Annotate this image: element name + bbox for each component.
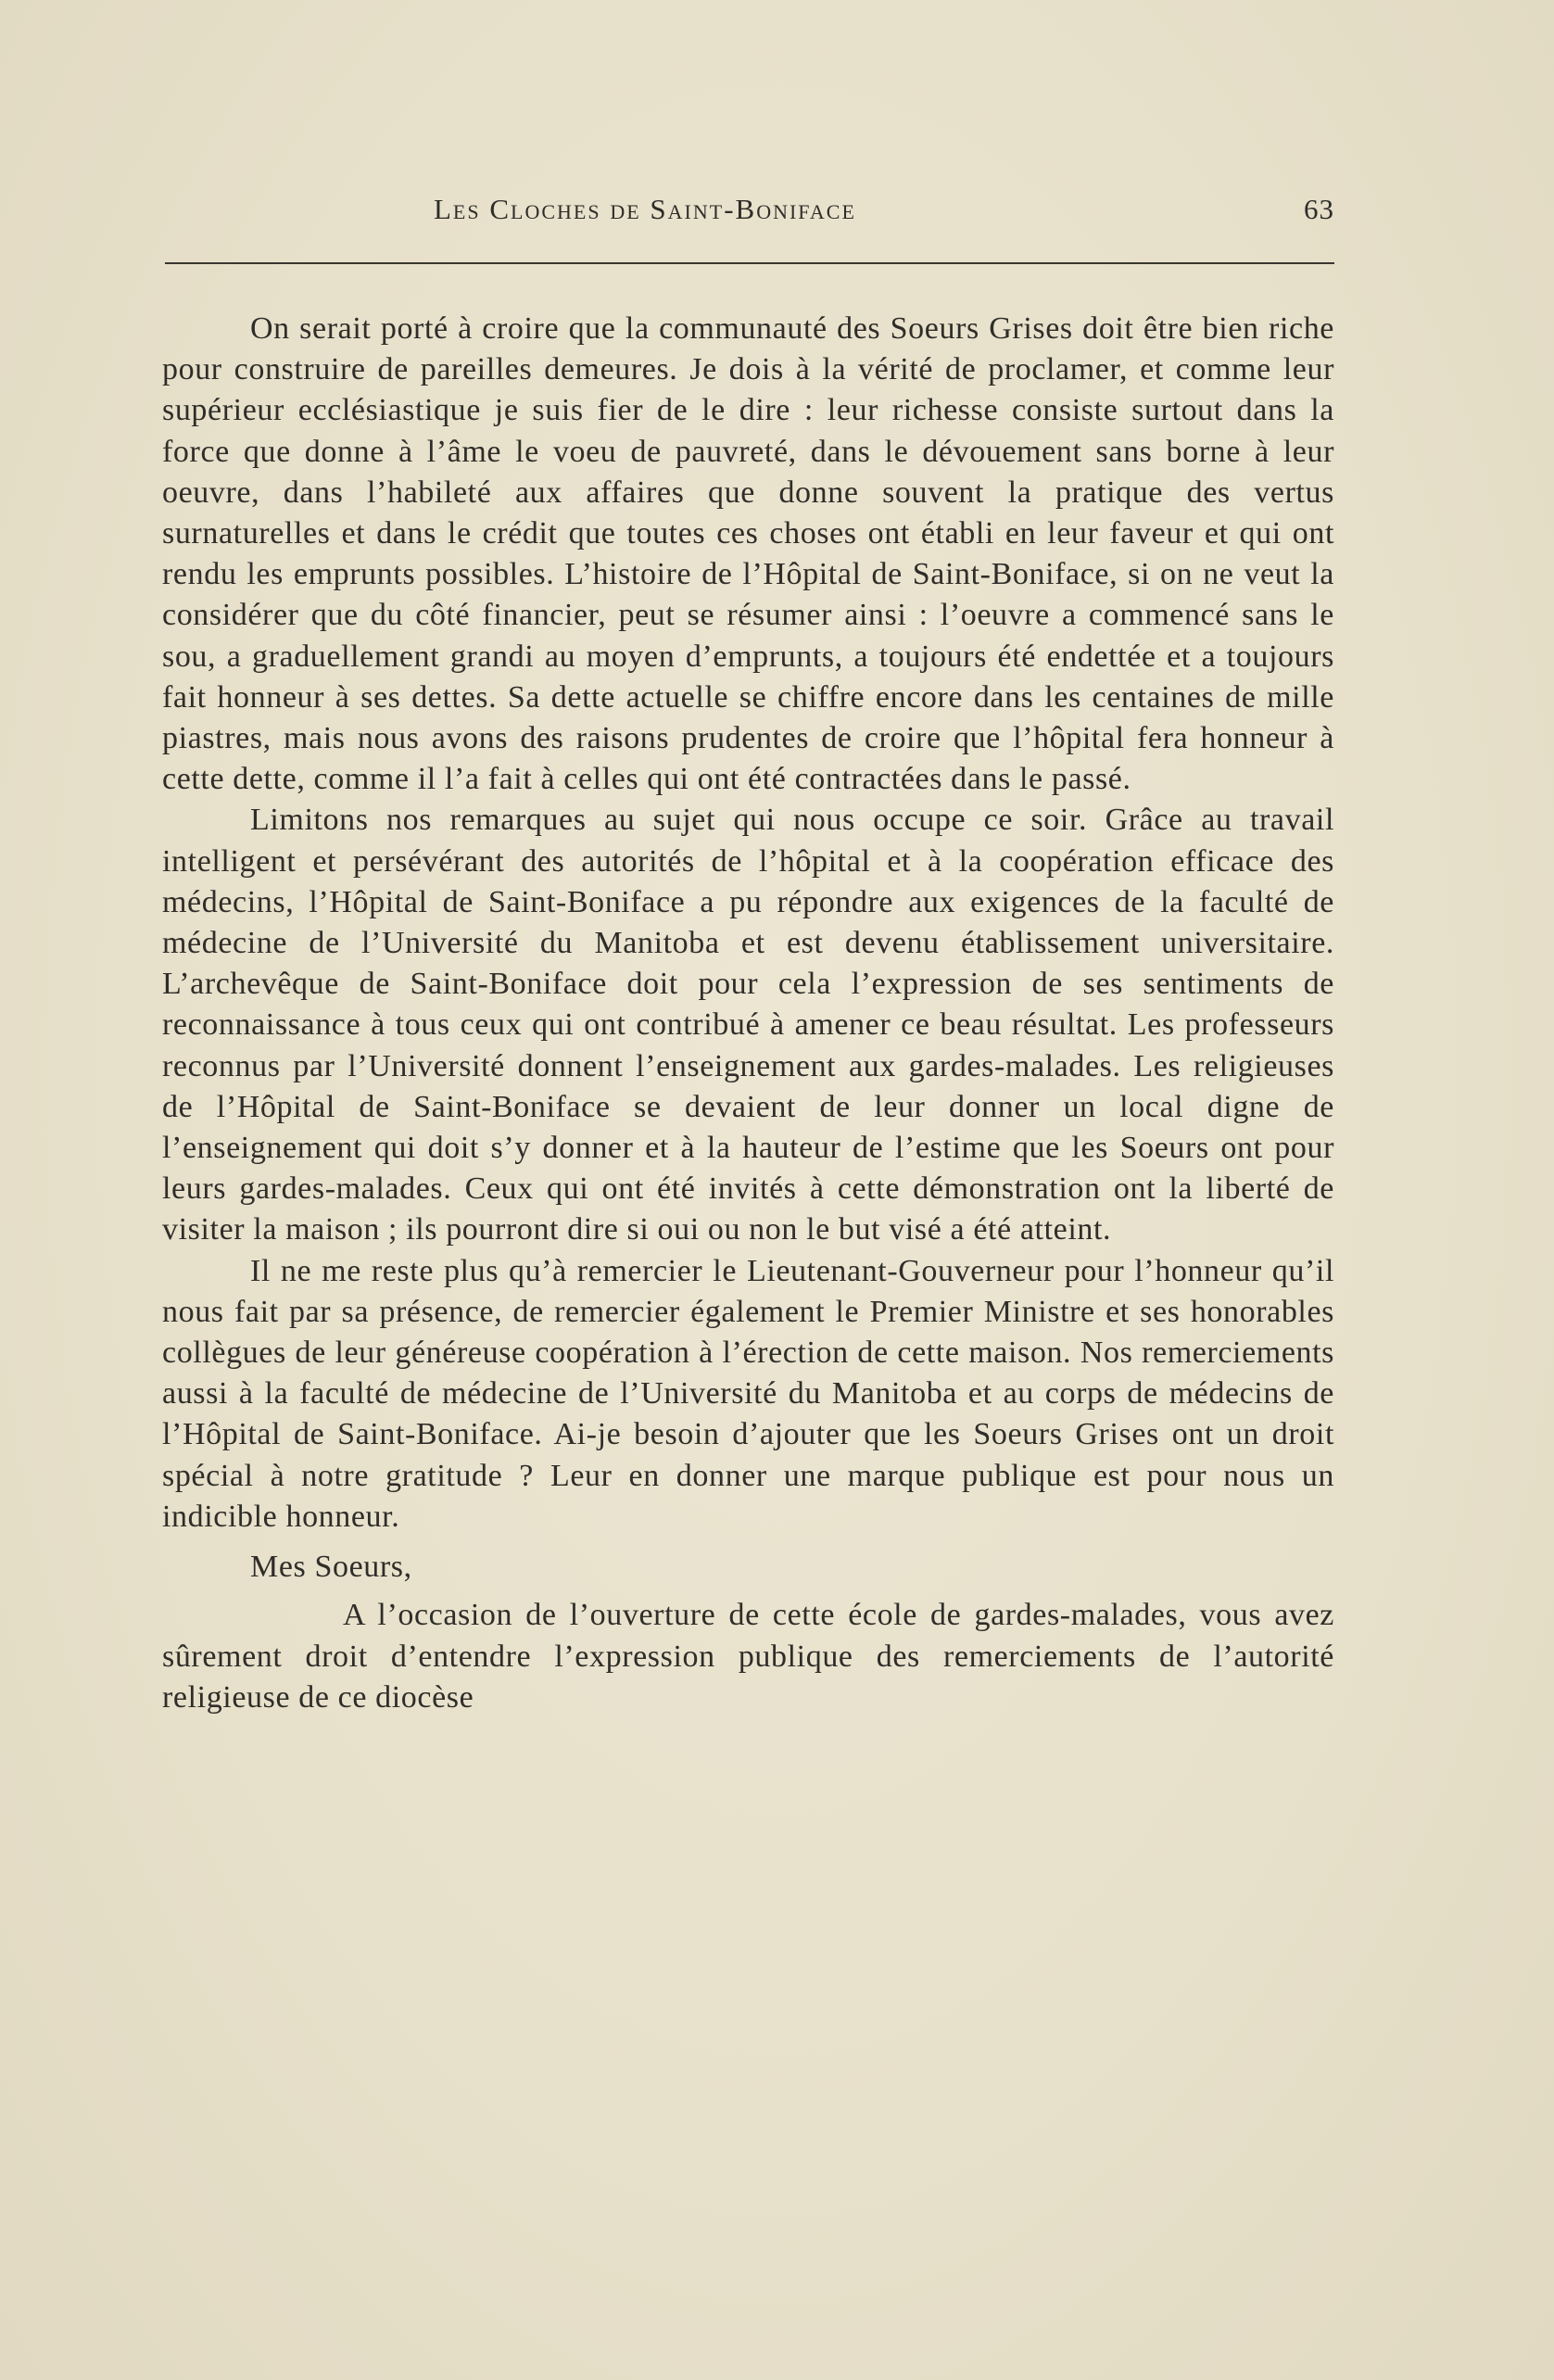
paragraph-3: Il ne me reste plus qu’à remercier le Lieutenant-Gouverneur pour l’honneur qu’il nous fait par sa présence, de remercier également le Premier Ministre et ses honorables collègues de leur généreuse coopération à l’érection de cette maison. Nos remerciements aussi à la faculté de médecine de l’Université du Manitoba et au corps de médecins de l’Hôpital de Saint-Boniface. Ai-je besoin d’ajouter que les Soeurs Grises ont un droit spécial à notre gratitude ? Leur en donner une marque publique est pour nous un indicible honneur. (162, 1253, 1334, 1534)
paragraph-4: A l’occasion de l’ouverture de cette école de gardes-malades, vous avez sûrement droit d’entendre l’expression publique des remerciements de l’autorité religieuse de ce diocèse (162, 1598, 1334, 1715)
running-head (165, 193, 1334, 239)
header-rule (165, 262, 1334, 264)
page-number: 63 (1304, 193, 1334, 225)
paragraph-1: On serait porté à croire que la communauté des Soeurs Grises doit être bien riche pour construire de pareilles demeures. Je dois à la vérité de proclamer, et comme leur supérieur ecclésiastique je suis fier de le dire : leur richesse consiste surtout dans la force que donne à l’âme le voeu de pauvreté, dans le dévouement sans borne à leur oeuvre, dans l’habileté aux affaires que donne souvent la pratique des vertus surnaturelles et dans le crédit que toutes ces choses ont établi en leur faveur et qui ont rendu les emprunts possibles. L’histoire de l’Hôpital de Saint-Boniface, si on ne veut la considérer que du côté financier, peut se résumer ainsi : l’oeuvre a commencé sans le sou, a graduellement grandi au moyen d’emprunts, a toujours été endettée et a toujours fait honneur à ses dettes. Sa dette actuelle se chiffre encore dans les centaines de mille piastres, mais nous avons des raisons prudentes de croire que l’hôpital fera honneur à cette dette, comme il l’a fait à celles qui ont été contractées dans le passé. (162, 311, 1334, 797)
paragraph-2: Limitons nos remarques au sujet qui nous occupe ce soir. Grâce au travail intelligent et persévérant des autorités de l’hôpital et à la coopération efficace des médecins, l’Hôpital de Saint-Boniface a pu répondre aux exigences de la faculté de médecine de l’Université du Manitoba et est devenu établissement universitaire. L’archevêque de Saint-Boniface doit pour cela l’expression de ses sentiments de reconnaissance à tous ceux qui ont contribué à amener ce beau résultat. Les professeurs reconnus par l’Université donnent l’enseignement aux gardes-malades. Les religieuses de l’Hôpital de Saint-Boniface se devaient de leur donner un local digne de l’enseignement qui doit s’y donner et à la hauteur de l’estime que les Soeurs ont pour leurs gardes-malades. Ceux qui ont été invités à cette démonstration ont la liberté de visiter la maison ; ils pourront dire si oui ou non le but visé a été atteint. (162, 803, 1334, 1247)
salutation: Mes Soeurs, (250, 1550, 412, 1585)
body-text (162, 309, 1334, 1718)
running-title: Les Cloches de Saint-Boniface (434, 193, 856, 225)
